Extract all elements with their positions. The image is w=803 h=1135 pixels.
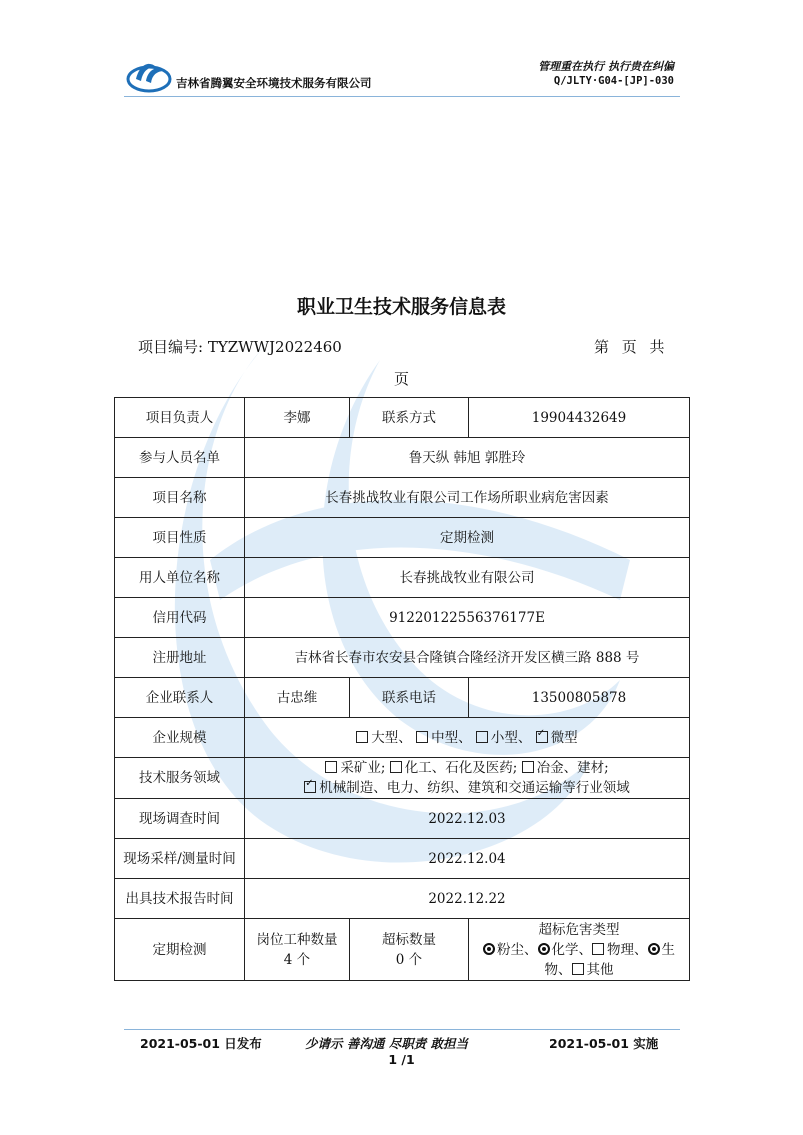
hazard-type-label: 超标危害类型 [538,921,620,938]
checkbox-other[interactable] [572,963,584,975]
domain-option-machinery: 机械制造、电力、纺织、建筑和交通运输等行业领域 [319,780,630,796]
post-count-label: 岗位工种数量 [256,931,338,948]
project-number-value: TYZWWJ2022460 [207,338,342,356]
report-time-label: 出具技术报告时间 [115,879,245,919]
sampling-time-label: 现场采样/测量时间 [115,839,245,879]
hazard-bio-2: 物、 [544,961,572,978]
scale-option-medium: 中型 [431,729,459,746]
hazard-chem: 化学、 [551,941,592,958]
scale-option-large: 大型 [371,729,399,746]
checkbox-mining[interactable] [325,761,337,773]
employer-label: 用人单位名称 [115,558,245,598]
hazard-dust-mark-icon [483,943,495,955]
post-count-value: 4 个 [283,951,311,968]
footer-motto: 少请示 善沟通 尽职责 敢担当 [305,1036,469,1051]
scale-option-micro: 微型 [550,729,578,746]
company-contact-label: 企业联系人 [115,678,245,718]
address-label: 注册地址 [115,638,245,678]
header-divider [124,96,680,97]
project-number-label: 项目编号: [138,338,204,356]
table-row [115,558,690,598]
periodic-label: 定期检测 [115,919,245,981]
checkbox-micro-checked[interactable] [536,731,548,743]
domain-options [245,758,690,799]
table-row [115,438,690,478]
project-number [138,336,342,357]
contact-method-label: 联系方式 [350,398,469,438]
project-nature-value: 定期检测 [245,518,690,558]
hazard-line-2 [473,960,685,980]
hazard-dust: 粉尘、 [497,941,538,958]
scale-label: 企业规模 [115,718,245,758]
leader-label: 项目负责人 [115,398,245,438]
domain-option-metallurgy: 冶金、建材; [536,760,609,776]
table-row [115,598,690,638]
project-name-label: 项目名称 [115,478,245,518]
checkbox-machinery-checked[interactable] [304,781,316,793]
hazard-bio-mark-icon [648,943,660,955]
sampling-time-value: 2022.12.04 [245,839,690,879]
scale-option-small: 小型 [490,729,518,746]
hazard-bio-1: 生 [661,941,675,958]
exceed-count-label: 超标数量 [382,931,436,948]
table-row [115,718,690,758]
post-count-cell [245,919,350,981]
company-logo-icon [126,57,172,93]
domain-label: 技术服务领域 [115,758,245,799]
checkbox-physical[interactable] [592,943,604,955]
page-info: 第 页 共 [594,338,665,356]
company-phone-value: 13500805878 [469,678,690,718]
survey-time-label: 现场调查时间 [115,799,245,839]
survey-time-value: 2022.12.03 [245,799,690,839]
scale-options: 大型、 中型、 小型、 ✓ 微型 [245,718,690,758]
table-row [115,398,690,438]
checkbox-chemical[interactable] [390,761,402,773]
domain-option-mining: 采矿业; [340,760,386,776]
hazard-line-1 [473,940,685,960]
table-row [115,839,690,879]
page-header [126,55,678,95]
project-nature-label: 项目性质 [115,518,245,558]
document-code: Q/JLTY·G04-[JP]-030 [553,75,674,87]
checkbox-large[interactable] [356,731,368,743]
table-row [115,518,690,558]
info-table [114,397,690,981]
hazard-chem-mark-icon [538,943,550,955]
project-name-value: 长春挑战牧业有限公司工作场所职业病危害因素 [245,478,690,518]
credit-code-value: 91220122556376177E [245,598,690,638]
company-name: 吉林省腾翼安全环境技术服务有限公司 [176,76,372,90]
page-info-cont: 页 [394,370,410,388]
header-slogan: 管理重在执行 执行贵在纠偏 [538,60,674,73]
table-row [115,478,690,518]
hazard-type-cell [469,919,690,981]
address-value: 吉林省长春市农安县合隆镇合隆经济开发区横三路 888 号 [245,638,690,678]
checkbox-metallurgy[interactable] [522,761,534,773]
checkbox-small[interactable] [476,731,488,743]
checkbox-medium[interactable] [416,731,428,743]
table-row [115,758,690,799]
table-row [115,678,690,718]
table-row [115,799,690,839]
domain-option-chemical: 化工、石化及医药; [404,760,518,776]
hazard-phys: 物理、 [607,941,648,958]
contact-phone-label: 联系电话 [350,678,469,718]
employer-value: 长春挑战牧业有限公司 [245,558,690,598]
domain-line-2 [249,778,685,798]
footer-divider [124,1029,680,1030]
footer-implement-date: 2021-05-01 实施 [549,1036,659,1051]
company-contact-value: 古忠维 [245,678,350,718]
page-number: 1 /1 [388,1052,415,1067]
members-label: 参与人员名单 [115,438,245,478]
leader-phone-value: 19904432649 [469,398,690,438]
page-title: 职业卫生技术服务信息表 [296,296,506,318]
footer-issue-date: 2021-05-01 日发布 [140,1036,262,1051]
exceed-count-cell [350,919,469,981]
table-row [115,638,690,678]
exceed-count-value: 0 个 [395,951,423,968]
leader-value: 李娜 [245,398,350,438]
domain-line-1 [249,758,685,778]
report-time-value: 2022.12.22 [245,879,690,919]
credit-code-label: 信用代码 [115,598,245,638]
table-row [115,919,690,981]
table-row [115,879,690,919]
members-value: 鲁天纵 韩旭 郭胜玲 [245,438,690,478]
hazard-other: 其他 [586,961,614,978]
